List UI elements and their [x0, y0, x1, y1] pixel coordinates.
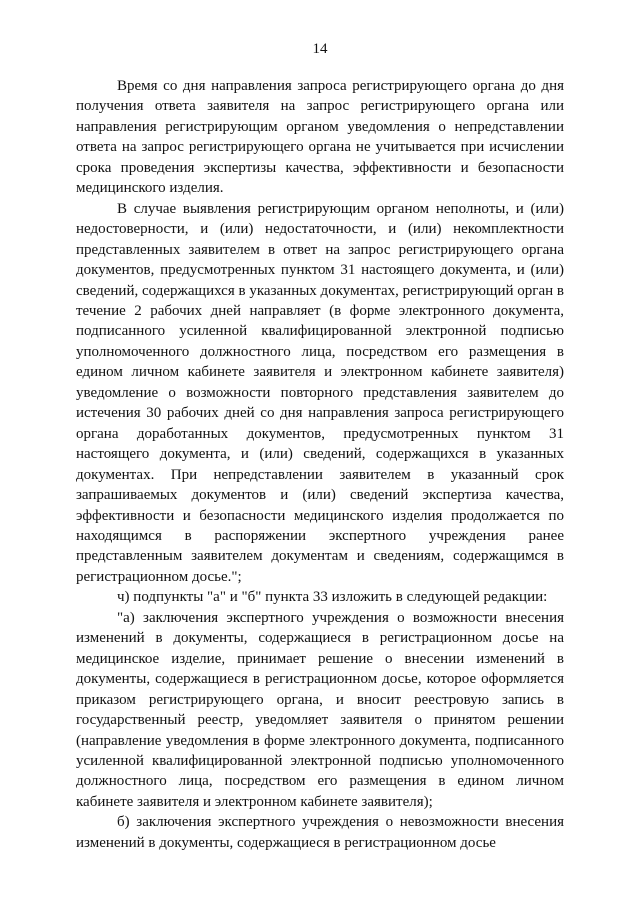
paragraph-incomplete-documents: В случае выявления регистрирующим органом неполноты, и (или) недостоверности, и (или) недостаточности, и (или) некомплектности представленных заявителем в ответ на запрос регистрирующего органа документов, предусмотренных пунктом 31 настоящего документа, и (или) сведений, содержащихся в указанных документах, регистрирующий орган в течение 2 рабочих дней направляет (в форме электронного документа, подписанного усиленной квалифицированной электронной подписью уполномоченного должностного лица, посредством его размещения в едином личном кабинете заявителя и электронном кабинете заявителя) уведомление о возможности повторного представления заявителем до истечения 30 рабочих дней со дня направления запроса регистрирующего органа доработанных документов, предусмотренных пунктом 31 настоящего документа, и (или) сведений, содержащихся в указанных документах. При непредставлении заявителем в указанный срок запрашиваемых документов и (или) сведений экспертиза качества, эффективности и безопасности медицинского изделия продолжается по находящимся в распоряжении экспертного учреждения ранее представленным заявителем документам и сведениям, содержащимся в регистрационном досье.";	[76, 200, 564, 585]
paragraph-subpoint-a: "а) заключения экспертного учреждения о возможности внесения изменений в документы, содержащиеся в регистрационном досье на медицинское изделие, принимает решение о внесении изменений в документы, содержащиеся в регистрационном досье, которое оформляется приказом регистрирующего органа, и вносит реестровую запись в государственный реестр, уведомляет заявителя о принятом решении (направление уведомления в форме электронного документа, подписанного усиленной квалифицированной электронной подписью уполномоченного должностного лица, посредством его размещения в едином личном кабинете заявителя и электронном кабинете заявителя);	[76, 609, 564, 810]
document-body	[76, 76, 564, 853]
page-number: 14	[312, 41, 328, 57]
paragraph-amendment-intro: ч) подпункты "а" и "б" пункта 33 изложить в следующей редакции:	[117, 589, 548, 606]
paragraph-subpoint-b: б) заключения экспертного учреждения о невозможности внесения изменений в документы, содержащиеся в регистрационном досье	[76, 814, 564, 851]
paragraph-response-time: Время со дня направления запроса регистрирующего органа до дня получения ответа заявителя на запрос регистрирующего органа или направления регистрирующим органом уведомления о непредставлении ответа на запрос регистрирующего органа не учитывается при исчислении срока проведения экспертизы качества, эффективности и безопасности медицинского изделия.	[76, 78, 564, 197]
